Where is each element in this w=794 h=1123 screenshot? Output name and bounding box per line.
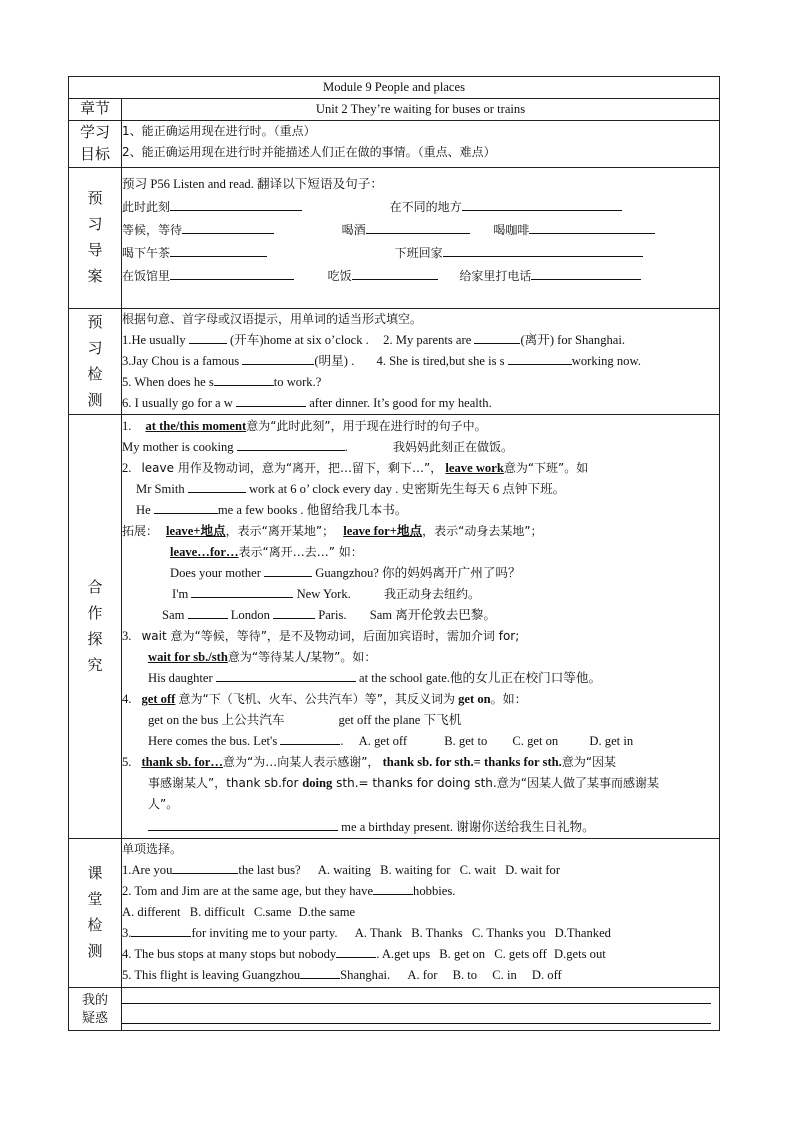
answer-blank[interactable]: [131, 923, 191, 937]
answer-blank[interactable]: [300, 965, 340, 979]
option-c[interactable]: C. in: [492, 968, 517, 982]
example-line: I'm New York. 我正动身去纽约。: [122, 584, 719, 605]
preview-intro: 预习 P56 Listen and read. 翻译以下短语及句子：: [122, 177, 383, 191]
answer-blank[interactable]: [273, 605, 315, 619]
preview-label: 预习导案: [69, 168, 122, 309]
point-3-cont: wait for sb./sth意为“等待某人/某物”。如：: [148, 650, 377, 664]
check-line: 1.He usually (开车)home at six o’clock . 2. My parents are (离开) for Shanghai.: [122, 330, 719, 351]
option-b[interactable]: B. Thanks: [411, 926, 463, 940]
option-d[interactable]: D. wait for: [505, 863, 561, 877]
phrase-line: 喝下午茶 下班回家: [122, 242, 719, 265]
phrase-line: 等候，等待 喝酒 喝咖啡: [122, 219, 719, 242]
mcq-line: 5. This flight is leaving Guangzhou Shanghai. A. for B. to C. in D. off: [122, 965, 719, 986]
option-a[interactable]: A. different: [122, 905, 181, 919]
point-1: 1. at the/this moment意为“此时此刻”，用于现在进行时的句子中。: [122, 419, 487, 433]
answer-blank[interactable]: [188, 605, 228, 619]
check-line: 5. When does he s to work.?: [122, 372, 719, 393]
mcq-line: 2. Tom and Jim are at the same age, but they have hobbies.: [122, 881, 719, 902]
phrase-line: 在饭馆里 吃饭 给家里打电话: [122, 265, 719, 288]
classcheck-content: [122, 839, 720, 988]
example-line: Mr Smith work at 6 o’ clock every day . 史密斯先生每天 6 点钟下班。: [122, 479, 719, 500]
option-d[interactable]: D.the same: [298, 905, 356, 919]
answer-blank[interactable]: [336, 944, 376, 958]
doubts-writing-line[interactable]: [122, 1008, 711, 1024]
goals-label: 学习目标: [69, 121, 122, 168]
answer-blank[interactable]: [170, 197, 302, 211]
answer-blank[interactable]: [188, 479, 246, 493]
explore-row: [69, 415, 720, 839]
answer-blank[interactable]: [170, 243, 267, 257]
check-content: [122, 309, 720, 415]
preview-content: [122, 168, 720, 309]
answer-blank[interactable]: [236, 393, 306, 407]
option-d[interactable]: D. get in: [589, 734, 634, 748]
check-intro: 根据句意、首字母或汉语提示，用单词的适当形式填空。: [122, 312, 423, 326]
example-line: Sam London Paris. Sam 离开伦敦去巴黎。: [122, 605, 719, 626]
option-d[interactable]: D. off: [531, 968, 562, 982]
answer-blank[interactable]: [237, 437, 345, 451]
option-c[interactable]: C. gets off: [494, 947, 547, 961]
answer-blank[interactable]: [148, 817, 338, 831]
module-title: Module 9 People and places: [69, 77, 720, 99]
point-5: 5. thank sb. for…意为“为…向某人表示感谢”， thank sb. for sth.= thanks for sth.意为“因某: [122, 755, 617, 769]
example-line: My mother is cooking . 我妈妈此刻正在做饭。: [122, 437, 719, 458]
point-5-cont: 事感谢某人”，thank sb.for doing sth.= thanks for doing sth.意为“因某人做了某事而感谢某: [148, 776, 659, 790]
option-a[interactable]: A. get off: [358, 734, 408, 748]
extension-line: 拓展： leave+地点，表示“离开某地”； leave for+地点，表示“动身去某地”；: [122, 524, 543, 538]
option-b[interactable]: B. get to: [444, 734, 488, 748]
preview-row: [69, 168, 720, 309]
answer-blank[interactable]: [242, 351, 314, 365]
answer-blank[interactable]: [474, 330, 520, 344]
answer-blank[interactable]: [531, 266, 641, 280]
goals-row: [69, 121, 720, 168]
explore-content: [122, 415, 720, 839]
option-a[interactable]: A. waiting: [317, 863, 371, 877]
answer-blank[interactable]: [529, 220, 655, 234]
answer-blank[interactable]: [352, 266, 438, 280]
option-c[interactable]: C. get on: [512, 734, 559, 748]
option-a[interactable]: A. for: [407, 968, 438, 982]
explore-label: 合作探究: [69, 415, 122, 839]
phrase-line: 此时此刻 在不同的地方: [122, 196, 719, 219]
option-b[interactable]: B. difficult: [189, 905, 245, 919]
answer-blank[interactable]: [170, 266, 294, 280]
mcq-line: 1.Are you the last bus? A. waiting B. waiting for C. wait D. wait for: [122, 860, 719, 881]
answer-blank[interactable]: [182, 220, 274, 234]
answer-blank[interactable]: [154, 500, 218, 514]
answer-blank[interactable]: [443, 243, 643, 257]
point-5-cont: 人”。: [148, 797, 179, 811]
goals-content: [122, 121, 720, 168]
option-b[interactable]: B. waiting for: [380, 863, 451, 877]
option-c[interactable]: C. Thanks you: [471, 926, 546, 940]
mcq-options: [122, 902, 719, 923]
check-line: 3.Jay Chou is a famous (明星) . 4. She is tired,but she is s working now.: [122, 351, 719, 372]
option-c[interactable]: C. wait: [459, 863, 496, 877]
answer-blank[interactable]: [462, 197, 622, 211]
answer-blank[interactable]: [508, 351, 572, 365]
answer-blank[interactable]: [172, 860, 238, 874]
option-d[interactable]: D.Thanked: [554, 926, 611, 940]
classcheck-label: 课堂检测: [69, 839, 122, 988]
chapter-row: [69, 99, 720, 121]
check-line: 6. I usually go for a w after dinner. It’s good for my health.: [122, 393, 719, 414]
answer-blank[interactable]: [366, 220, 470, 234]
option-b[interactable]: B. get on: [439, 947, 486, 961]
option-a[interactable]: A. Thank: [354, 926, 403, 940]
answer-blank[interactable]: [191, 584, 293, 598]
option-b[interactable]: B. to: [452, 968, 478, 982]
module-row: [69, 77, 720, 99]
option-c[interactable]: C.same: [253, 905, 292, 919]
goal-item: 2、能正确运用现在进行时并能描述人们正在做的事情。（重点、难点）: [122, 145, 496, 159]
unit-title: Unit 2 They’re waiting for buses or trains: [122, 99, 720, 121]
check-row: [69, 309, 720, 415]
extension-line: leave…for…表示“离开…去…” 如：: [170, 545, 363, 559]
question-line: Here comes the bus. Let's . A. get off B. get to C. get on D. get in: [122, 731, 719, 752]
doubts-content: [122, 988, 720, 1031]
answer-blank[interactable]: [216, 668, 356, 682]
example-line: He me a few books . 他留给我几本书。: [122, 500, 719, 521]
example-line: His daughter at the school gate.他的女儿正在校门口等他。: [122, 668, 719, 689]
classcheck-row: [69, 839, 720, 988]
doubts-label: 我的疑惑: [69, 988, 122, 1031]
point-2: 2. leave 用作及物动词，意为“离开，把…留下，剩下…”， leave work意为“下班”。如: [122, 461, 589, 475]
doubts-writing-line[interactable]: [122, 988, 711, 1004]
answer-blank[interactable]: [214, 372, 274, 386]
example-line: me a birthday present. 谢谢你送给我生日礼物。: [122, 817, 719, 838]
example-line: Does your mother Guangzhou? 你的妈妈离开广州了吗？: [122, 563, 719, 584]
mcq-line: 4. The bus stops at many stops but nobody . A.get ups B. get on C. gets off D.gets out: [122, 944, 719, 965]
answer-blank[interactable]: [280, 731, 340, 745]
doubts-row: [69, 988, 720, 1031]
option-d[interactable]: D.gets out: [553, 947, 606, 961]
worksheet-table: [68, 76, 720, 1031]
example-line: get on the bus 上公共汽车 get off the plane 下飞机: [148, 713, 462, 727]
goal-item: 1、能正确运用现在进行时。（重点）: [122, 124, 316, 138]
point-3: 3. wait 意为“等候，等待”，是不及物动词，后面加宾语时，需加介词 for;: [122, 629, 520, 643]
answer-blank[interactable]: [264, 563, 312, 577]
answer-blank[interactable]: [373, 881, 413, 895]
classcheck-intro: 单项选择。: [122, 842, 183, 856]
point-4: 4. get off 意为“下（飞机、火车、公共汽车）等”，其反义词为 get on。如：: [122, 692, 527, 706]
chapter-label: 章节: [69, 99, 122, 121]
answer-blank[interactable]: [189, 330, 227, 344]
mcq-line: 3. for inviting me to your party. A. Thank B. Thanks C. Thanks you D.Thanked: [122, 923, 719, 944]
check-label: 预习检测: [69, 309, 122, 415]
